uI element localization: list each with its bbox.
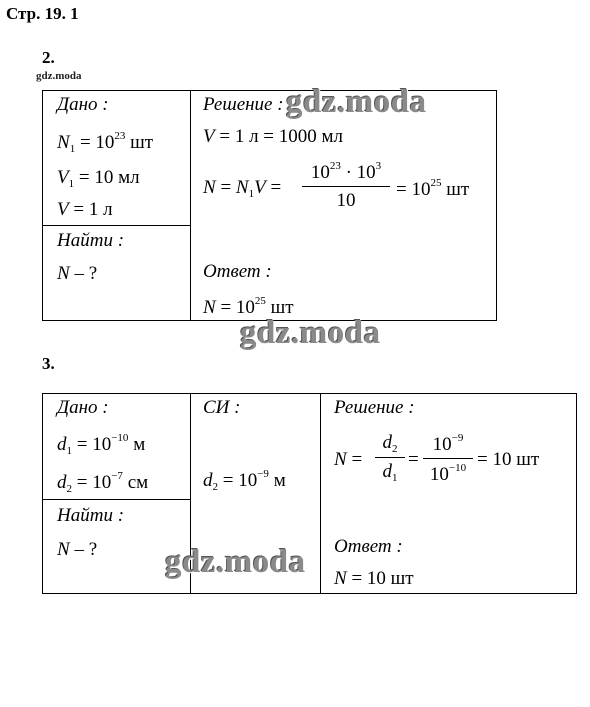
problem-3-answer: N = 10 шт — [334, 568, 414, 589]
problem-3-formula-lhs: N = — [334, 449, 363, 470]
problem-2-answer: $N = 10^{25}$ шт — [203, 295, 294, 318]
problem-3-given-label: Дано : — [57, 397, 109, 418]
page-title: Стр. 19. 1 — [6, 4, 79, 23]
problem-2-answer-label: Ответ : — [203, 261, 272, 282]
watermark-big-1: gdz.moda — [286, 84, 427, 120]
problem-3-fraction-2-numerator: $10^{-9}$ — [423, 432, 473, 459]
problem-3-fraction-1 — [375, 432, 405, 484]
problem-2-solution-label: Решение : — [203, 94, 284, 115]
problem-3-given-d1: $d_1 = 10^{-10}$ м — [57, 432, 146, 457]
problem-2-given-label: Дано : — [57, 94, 109, 115]
problem-3-fraction-2-denominator: $10^{-10}$ — [429, 462, 467, 485]
problem-3-solution-label: Решение : — [334, 397, 415, 418]
problem-2-fraction — [302, 160, 390, 212]
problem-3-column-divider-2 — [320, 393, 321, 594]
problem-3-formula-eq: = — [408, 449, 419, 470]
problem-3-si-d2: $d_2 = 10^{-9}$ м — [203, 468, 286, 493]
problem-3-si-label: СИ : — [203, 397, 241, 418]
watermark-big-2: gdz.moda — [240, 315, 381, 351]
problem-3-fraction-1-numerator: $d_2$ — [375, 432, 405, 458]
problem-3-find-label: Найти : — [57, 505, 125, 526]
problem-2-line-2-lhs: $N = N_1V$ = — [203, 177, 282, 200]
problem-2-line-1: V = 1 л = 1000 мл — [203, 126, 344, 147]
problem-2-given-v: V = 1 л — [57, 199, 113, 220]
problem-2-find: N – ? — [57, 263, 98, 284]
problem-3-row-divider — [42, 499, 191, 500]
problem-2-row-divider — [42, 225, 191, 226]
problem-3-fraction-1-denominator: $d_1$ — [382, 461, 398, 484]
problem-3-formula-result: = 10 шт — [477, 449, 540, 470]
problem-3-number: 3. — [42, 354, 55, 373]
watermark-big-3: gdz.moda — [165, 544, 306, 580]
problem-2-find-label: Найти : — [57, 230, 125, 251]
problem-2-fraction-numerator: $10^{23} \cdot 10^3$ — [302, 160, 390, 187]
problem-3-find: N – ? — [57, 539, 98, 560]
problem-3-answer-label: Ответ : — [334, 536, 403, 557]
problem-3-fraction-2 — [423, 432, 473, 486]
problem-2-fraction-denominator: 10 — [336, 190, 356, 211]
problem-3-given-d2: $d_2 = 10^{-7}$ см — [57, 470, 149, 495]
problem-2-number: 2. — [42, 48, 55, 67]
problem-2-line-2-result: = $10^{25}$ шт — [396, 177, 470, 200]
problem-2-given-n1: $N_1 = 10^{23}$ шт — [57, 130, 154, 155]
problem-2-column-divider — [190, 90, 191, 321]
watermark-small: gdz.moda — [36, 70, 82, 82]
problem-2-given-v1: $V_1 = 10$ мл — [57, 167, 140, 190]
